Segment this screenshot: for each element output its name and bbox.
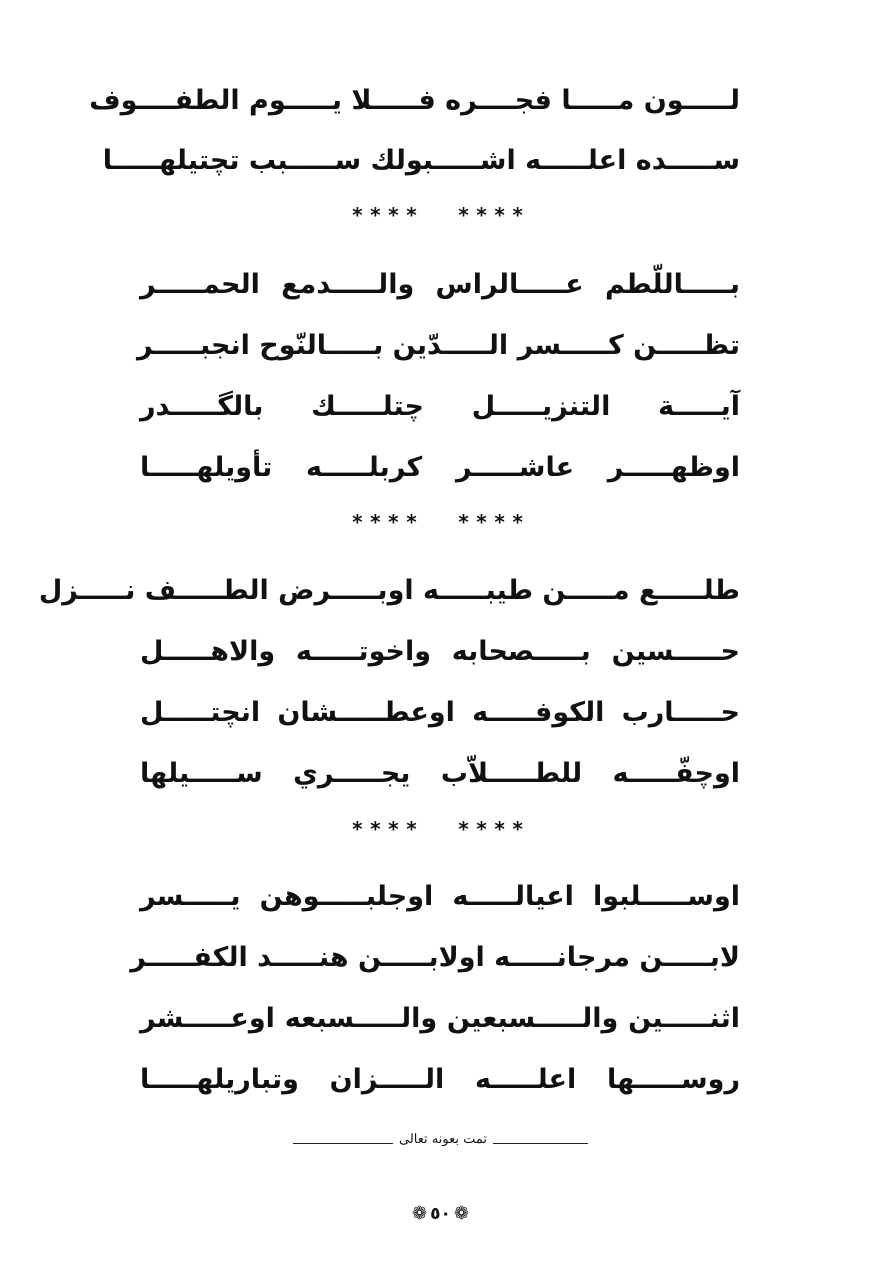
verse-line: حـــــسين بـــــصحابه واخوتـــــه والاهـــــل xyxy=(140,636,740,667)
page-number-value: ٥٠ xyxy=(430,1204,451,1224)
verse-line: اوظهـــــر عاشـــــر كربلـــــه تأويلهـــــا xyxy=(140,452,740,483)
verse-line: بـــــاللّطم عـــــالراس والـــــدمع الحمـــــر xyxy=(140,269,740,300)
separator-stars: **** xyxy=(457,817,530,841)
verse-line: اوســـــلبوا اعيالـــــه اوجلبـــــوهن يـــــسر xyxy=(140,881,740,912)
ornament-icon: ❁ xyxy=(453,1203,469,1224)
verse-line: آيـــــة التنزيـــــل چتلـــــك بالگـــــدر xyxy=(140,391,740,422)
verse-line: لابـــــن مرجانـــــه اولابـــــن هنـــــد الكفـــــر xyxy=(130,942,740,973)
stanza-separator xyxy=(0,817,881,841)
verse-line: تظـــــن كـــــسر الـــــدّين بـــــالنّوح انجبـــــر xyxy=(137,330,740,361)
ending-rule-left xyxy=(293,1143,393,1144)
separator-stars: **** xyxy=(351,203,424,227)
separator-stars: **** xyxy=(457,203,530,227)
ornament-icon: ❁ xyxy=(412,1203,428,1224)
stanza-separator xyxy=(0,510,881,534)
verse-line: روســـــها اعلـــــه الـــــزان وتباريلهـــــا xyxy=(140,1064,740,1095)
verse-line: اثنـــــين والـــــسبعين والـــــسبعه اوعـــــشر xyxy=(140,1003,740,1034)
verse-line: لـــــون مـــــا فجــــره فـــــلا يـــــوم الطفــــوف xyxy=(89,85,740,116)
verse-line: ســـــده اعلـــــه اشـــــبولك ســـــبب تچتيلهـــــا xyxy=(102,145,740,176)
ending-text: تمت بعونه تعالى xyxy=(399,1131,488,1147)
separator-stars: **** xyxy=(351,510,424,534)
verse-line: اوچفّـــــه للطـــــلاّب يجـــــري ســـــيلها xyxy=(140,758,740,789)
ending-rule-right xyxy=(493,1143,588,1144)
separator-stars: **** xyxy=(351,817,424,841)
verse-line: طلـــــع مـــــن طيبـــــه اوبـــــرض الطـــــف نـــــزل xyxy=(38,575,740,606)
separator-stars: **** xyxy=(457,510,530,534)
page-number xyxy=(0,1196,881,1232)
ending-note xyxy=(0,1124,881,1154)
verse-line: حـــــارب الكوفـــــه اوعطـــــشان انچتـــــل xyxy=(140,697,740,728)
stanza-separator xyxy=(0,203,881,227)
